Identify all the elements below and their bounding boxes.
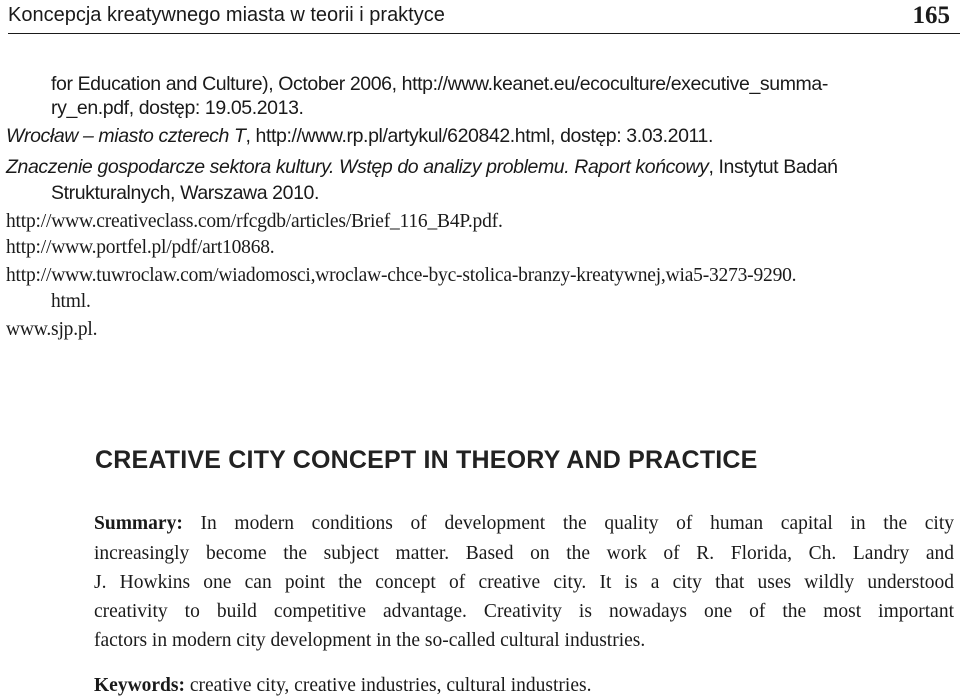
reference-text: , http://www.rp.pl/artykul/620842.html, dostęp: 3.03.2011. (245, 125, 713, 147)
summary-line: increasingly become the subject matter. Based on the work of R. Florida, Ch. Landry and (94, 543, 954, 564)
running-title: Koncepcja kreatywnego miasta w teorii i praktyce (8, 4, 445, 26)
keywords-text: creative city, creative industries, cultural industries. (185, 675, 592, 696)
page-number: 165 (912, 2, 950, 29)
summary-text: In modern conditions of development the quality of human capital in the city (182, 513, 954, 534)
reference-url: http://www.portfel.pl/pdf/art10868. (6, 237, 275, 258)
reference-item (51, 181, 319, 205)
summary-line: factors in modern city development in the so-called cultural industries. (94, 630, 646, 651)
reference-item (6, 236, 275, 260)
reference-item (6, 264, 796, 288)
reference-item (51, 72, 828, 96)
summary-line (94, 512, 954, 536)
reference-title: Wrocław – miasto czterech T (6, 125, 246, 147)
article-title: CREATIVE CITY CONCEPT IN THEORY AND PRACTICE (95, 446, 758, 474)
reference-url: www.sjp.pl. (6, 319, 98, 340)
reference-url: html. (51, 291, 91, 312)
reference-item (6, 318, 97, 342)
header-rule (8, 33, 960, 34)
reference-item (6, 210, 503, 234)
reference-text: for Education and Culture), October 2006, http://www.keanet.eu/ecoculture/executive_summa- (51, 73, 828, 95)
reference-text: , Instytut Badań (708, 156, 838, 178)
reference-item (51, 290, 91, 314)
reference-url: http://www.creativeclass.com/rfcgdb/articles/Brief_116_B4P.pdf. (6, 211, 503, 232)
reference-title: Znaczenie gospodarcze sektora kultury. Wstęp do analizy problemu. Raport końcowy (6, 156, 709, 178)
keywords-line (94, 674, 954, 698)
reference-item (51, 96, 304, 120)
running-header (8, 2, 954, 32)
reference-url: http://www.tuwroclaw.com/wiadomosci,wroclaw-chce-byc-stolica-branzy-kreatywnej,wia5-3273-9290. (6, 265, 797, 286)
reference-item (6, 155, 838, 179)
keywords-label: Keywords: (94, 675, 185, 696)
reference-text: ry_en.pdf, dostęp: 19.05.2013. (51, 97, 304, 119)
summary-line: creativity to build competitive advantage. Creativity is nowadays one of the most important (94, 601, 954, 622)
reference-text: Strukturalnych, Warszawa 2010. (51, 182, 319, 204)
summary-label: Summary: (94, 513, 183, 534)
reference-item (6, 124, 713, 148)
summary-line: J. Howkins one can point the concept of creative city. It is a city that uses wildly understood (94, 572, 954, 593)
